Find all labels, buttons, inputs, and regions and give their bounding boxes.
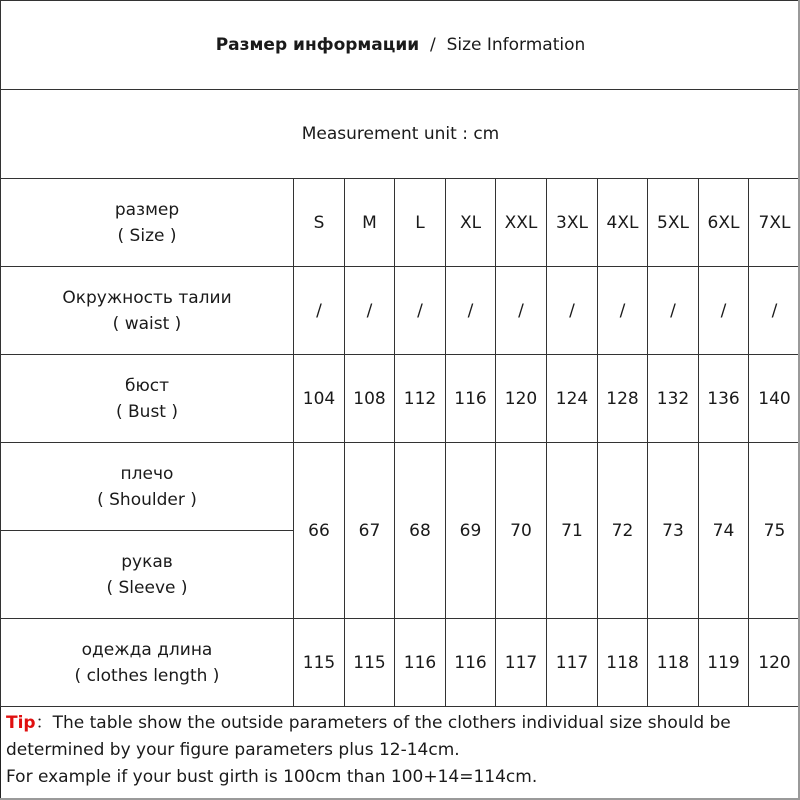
title-russian: Размер информации	[215, 35, 420, 55]
waist-cell: /	[294, 267, 345, 355]
bust-cell: 112	[395, 355, 446, 443]
length-cell: 118	[648, 619, 699, 707]
length-label	[1, 619, 294, 707]
shoulder-sleeve-cell: 67	[345, 443, 395, 619]
shoulder-sleeve-cell: 69	[446, 443, 496, 619]
size-cell: 6XL	[699, 179, 749, 267]
waist-label-ru: Окружность талии	[62, 287, 232, 308]
length-cell: 116	[446, 619, 496, 707]
waist-label-en: ( waist )	[112, 313, 182, 334]
title-english: Size Information	[446, 35, 586, 55]
shoulder-label	[1, 443, 294, 531]
shoulder-label-ru: плечо	[120, 463, 174, 484]
sleeve-label-en: ( Sleeve )	[106, 577, 188, 598]
size-header-label	[1, 179, 294, 267]
waist-cell: /	[395, 267, 446, 355]
size-cell: 3XL	[547, 179, 598, 267]
length-cell: 116	[395, 619, 446, 707]
measurement-unit: Measurement unit : cm	[1, 90, 800, 179]
shoulder-sleeve-cell: 75	[749, 443, 800, 619]
sleeve-label-ru: рукав	[121, 551, 173, 572]
bust-cell: 104	[294, 355, 345, 443]
shoulder-sleeve-cell: 68	[395, 443, 446, 619]
size-cell: 5XL	[648, 179, 699, 267]
waist-cell: /	[699, 267, 749, 355]
size-cell: 4XL	[598, 179, 648, 267]
tip-line-1	[6, 710, 792, 737]
shoulder-sleeve-cell: 73	[648, 443, 699, 619]
length-cell: 119	[699, 619, 749, 707]
size-cell: XL	[446, 179, 496, 267]
waist-cell: /	[749, 267, 800, 355]
title-separator: /	[419, 35, 447, 55]
bust-cell: 108	[345, 355, 395, 443]
waist-cell: /	[446, 267, 496, 355]
waist-label	[1, 267, 294, 355]
size-cell: S	[294, 179, 345, 267]
bust-label-ru: бюст	[124, 375, 170, 396]
waist-cell: /	[598, 267, 648, 355]
waist-cell: /	[496, 267, 547, 355]
tip-line-3: For example if your bust girth is 100cm than 100+14=114cm.	[6, 767, 538, 787]
shoulder-sleeve-cell: 71	[547, 443, 598, 619]
tip-line-2: determined by your figure parameters plus 12-14cm.	[6, 740, 460, 760]
length-cell: 117	[547, 619, 598, 707]
shoulder-sleeve-cell: 72	[598, 443, 648, 619]
waist-cell: /	[648, 267, 699, 355]
tip-text-1: ：The table show the outside parameters of the clothers individual size should be	[35, 713, 731, 733]
shoulder-sleeve-cell: 66	[294, 443, 345, 619]
tip-note	[6, 710, 792, 791]
bust-cell: 128	[598, 355, 648, 443]
bust-cell: 124	[547, 355, 598, 443]
waist-cell: /	[547, 267, 598, 355]
length-label-en: ( clothes length )	[74, 665, 220, 686]
bust-label-en: ( Bust )	[115, 401, 179, 422]
size-cell: 7XL	[749, 179, 800, 267]
size-label-en: ( Size )	[117, 225, 177, 246]
bust-cell: 120	[496, 355, 547, 443]
tip-label: Tip	[6, 713, 36, 733]
shoulder-sleeve-cell: 74	[699, 443, 749, 619]
size-label-ru: размер	[114, 199, 180, 220]
sleeve-label	[1, 531, 294, 619]
shoulder-sleeve-cell: 70	[496, 443, 547, 619]
length-label-ru: одежда длина	[81, 639, 213, 660]
length-cell: 115	[294, 619, 345, 707]
bust-cell: 132	[648, 355, 699, 443]
shoulder-label-en: ( Shoulder )	[97, 489, 197, 510]
length-cell: 118	[598, 619, 648, 707]
length-cell: 115	[345, 619, 395, 707]
length-cell: 120	[749, 619, 800, 707]
size-cell: XXL	[496, 179, 547, 267]
table-title	[1, 1, 800, 90]
size-cell: L	[395, 179, 446, 267]
waist-cell: /	[345, 267, 395, 355]
length-cell: 117	[496, 619, 547, 707]
bust-cell: 116	[446, 355, 496, 443]
bust-cell: 136	[699, 355, 749, 443]
bust-cell: 140	[749, 355, 800, 443]
size-cell: M	[345, 179, 395, 267]
bust-label	[1, 355, 294, 443]
